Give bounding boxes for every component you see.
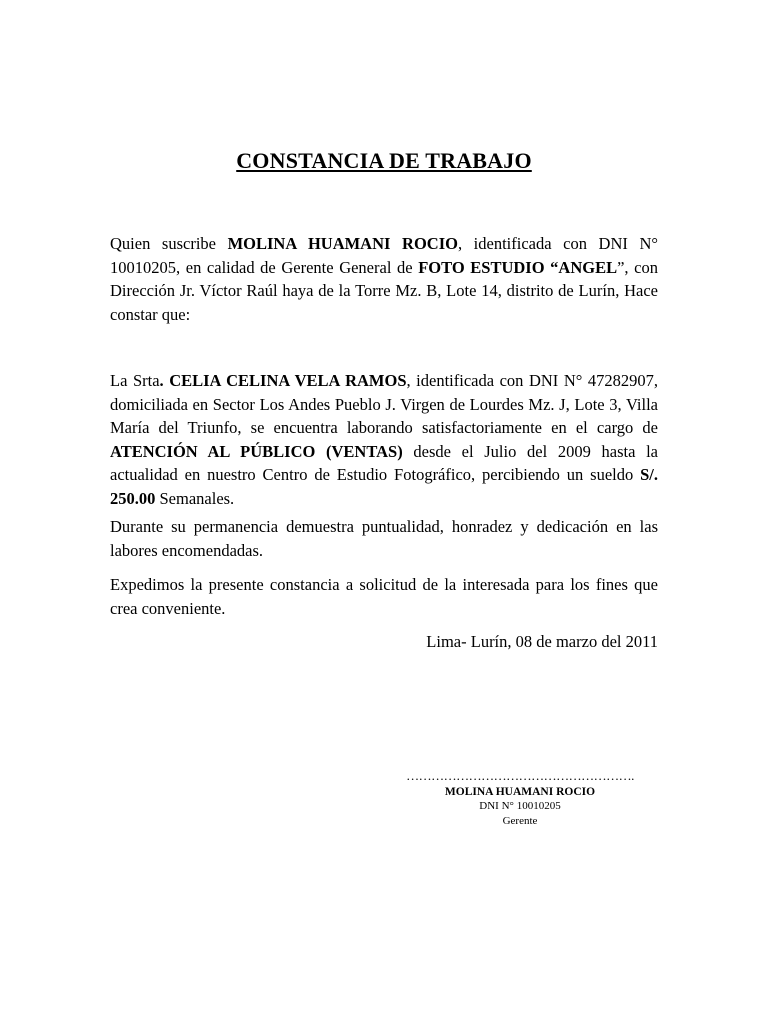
job-position: ATENCIÓN AL PÚBLICO (VENTAS) — [110, 441, 403, 461]
intro-text-2: , identificada con DNI N° 10010205, en calidad de Gerente General de — [110, 234, 658, 277]
signature-name: MOLINA HUAMANI ROCIO — [444, 786, 596, 798]
document-title: CONSTANCIA DE TRABAJO — [236, 148, 532, 173]
signature-line: ………………………………………………. — [406, 768, 634, 783]
place-date: Lima- Lurín, 08 de marzo del 2011 — [426, 632, 658, 651]
employee-text-1: La Srta — [110, 371, 160, 390]
intro-text-1: Quien suscribe — [110, 234, 228, 253]
intro-text-3: ”, con Dirección Jr. Víctor Raúl haya de la Torre Mz. B, Lote 14, distrito de Lurín, Hace constar que: — [110, 257, 658, 324]
signer-name: MOLINA HUAMANI ROCIO — [227, 234, 458, 253]
employee-paragraph — [110, 369, 658, 511]
company-name: FOTO ESTUDIO “ANGEL — [418, 257, 618, 277]
employee-text-4: Semanales. — [155, 488, 235, 508]
issuance-paragraph: Expedimos la presente constancia a solicitud de la interesada para los fines que crea conveniente. — [110, 575, 658, 618]
employee-text-2: , identificada con DNI N° 47282907, domiciliada en Sector Los Andes Pueblo J. Virgen de Lourdes Mz. J, Lote 3, Villa María del Triunfo, se encuentra laborando satisfactoriamente en el cargo de — [110, 371, 659, 438]
signature-dni: DNI N° 10010205 — [479, 800, 561, 812]
salary-amount: S/. 250.00 — [110, 465, 658, 508]
employee-name: . CELIA CELINA VELA RAMOS — [159, 371, 407, 390]
signature-role: Gerente — [502, 815, 538, 827]
employee-text-3: desde el Julio del 2009 hasta la actualidad en nuestro Centro de Estudio Fotográfico, percibiendo un sueldo — [110, 441, 658, 485]
intro-paragraph — [110, 232, 658, 326]
signature-block — [370, 769, 670, 829]
conduct-paragraph: Durante su permanencia demuestra puntualidad, honradez y dedicación en las labores encomendadas. — [110, 517, 658, 560]
